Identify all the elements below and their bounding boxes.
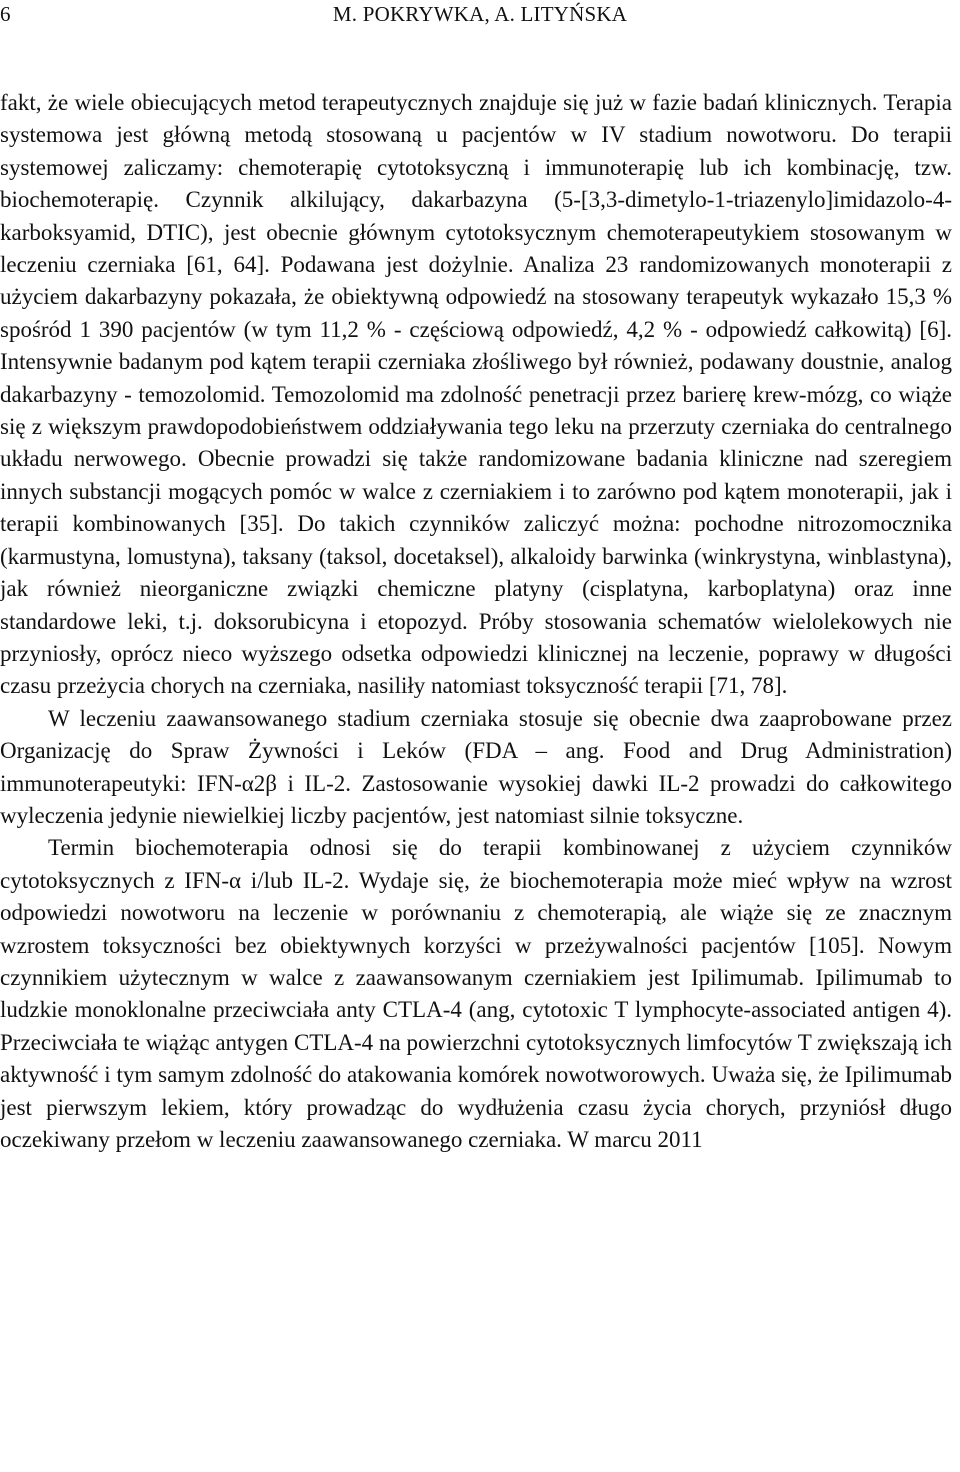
body-text: [0, 87, 952, 1156]
page-number: 6: [0, 2, 11, 26]
paragraph-3: Termin biochemoterapia odnosi się do terapii kombinowanej z użyciem czynników cytotoksycznych z IFN-α i/lub IL-2. Wydaje się, że biochemoterapia może mieć wpływ na wzrost odpowiedzi nowotworu na leczenie w porównaniu z chemoterapią, ale wiąże się ze znacznym wzrostem toksyczności bez obiektywnych korzyści w przeżywalności pacjentów [105]. Nowym czynnikiem użytecznym w walce z zaawansowanym czerniakiem jest Ipilimumab. Ipilimumab to ludzkie monoklonalne przeciwciała anty CTLA-4 (ang, cytotoxic T lymphocyte-associated antigen 4). Przeciwciała te wiążąc antygen CTLA-4 na powierzchni cytotoksycznych limfocytów T zwiększają ich aktywność i tym samym zdolność do atakowania komórek nowotworowych. Uważa się, że Ipilimumab jest pierwszym lekiem, który prowadząc do wydłużenia czasu życia chorych, przyniósł długo oczekiwany przełom w leczeniu zaawansowanego czerniaka. W marcu 2011: [0, 835, 952, 1152]
paragraph-2: W leczeniu zaawansowanego stadium czerniaka stosuje się obecnie dwa zaaprobowane przez Organizację do Spraw Żywności i Leków (FDA – ang. Food and Drug Administration) immunoterapeutyki: IFN-α2β i IL-2. Zastosowanie wysokiej dawki IL-2 prowadzi do całkowitego wyleczenia jedynie niewielkiej liczby pacjentów, jest natomiast silnie toksyczne.: [0, 705, 952, 828]
running-head: M. POKRYWKA, A. LITYŃSKA: [332, 2, 628, 26]
paragraph-1: fakt, że wiele obiecujących metod terapeutycznych znajduje się już w fazie badań klinicznych. Terapia systemowa jest główną metodą stosowaną u pacjentów w IV stadium nowotworu. Do terapii systemowej zaliczamy: chemoterapię cytotoksyczną i immunoterapię lub ich kombinację, tzw. biochemoterapię. Czynnik alkilujący, dakarbazyna (5-[3,3-dimetylo-1-triazenylo]imidazolo-4-karboksyamid, DTIC), jest obecnie głównym cytotoksycznym chemoterapeutykiem stosowanym w leczeniu czerniaka [61, 64]. Podawana jest dożylnie. Analiza 23 randomizowanych monoterapii z użyciem dakarbazyny pokazała, że obiektywną odpowiedź na stosowany terapeutyk wykazało 15,3 % spośród 1 390 pacjentów (w tym 11,2 % - częściową odpowiedź, 4,2 % - odpowiedź całkowitą) [6]. Intensywnie badanym pod kątem terapii czerniaka złośliwego był również, podawany doustnie, analog dakarbazyny - temozolomid. Temozolomid ma zdolność penetracji przez barierę krew-mózg, co wiąże się z większym prawdopodobieństwem oddziaływania tego leku na przerzuty czerniaka do centralnego układu nerwowego. Obecnie prowadzi się także randomizowane badania kliniczne nad szeregiem innych substancji mogących pomóc w walce z czerniakiem i to zarówno pod kątem monoterapii, jak i terapii kombinowanych [35]. Do takich czynników zaliczyć można: pochodne nitrozomocznika (karmustyna, lomustyna), taksany (taksol, docetaksel), alkaloidy barwinka (winkrystyna, winblastyna), jak również nieorganiczne związki chemiczne platyny (cisplatyna, karboplatyna) oraz inne standardowe leki, t.j. doksorubicyna i etopozyd. Próby stosowania schematów wielolekowych nie przyniosły, oprócz nieco wyższego odsetka odpowiedzi klinicznej na leczenie, poprawy w długości czasu przeżycia chorych na czerniaka, nasiliły natomiast toksyczność terapii [71, 78].: [0, 90, 952, 699]
page-header: [0, 2, 960, 26]
